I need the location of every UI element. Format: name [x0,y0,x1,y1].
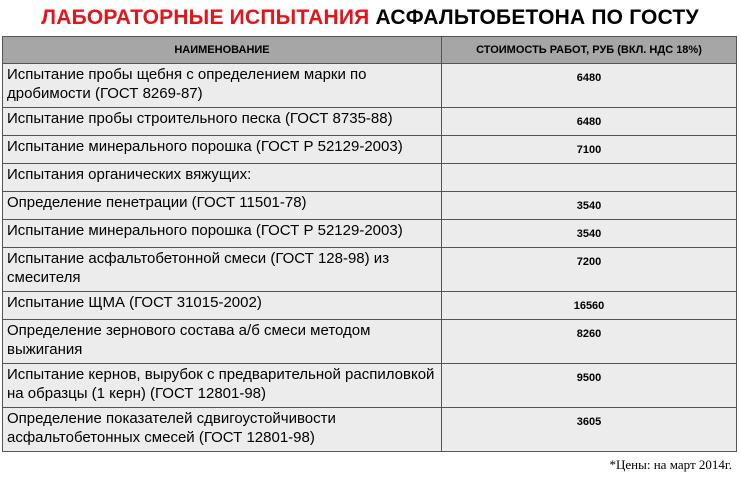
row-price [442,164,737,192]
row-name: Испытание минерального порошка (ГОСТ Р 52129-2003) [3,136,442,164]
table-row [3,108,737,136]
row-price: 6480 [442,64,737,108]
row-price: 16560 [442,292,737,320]
table-row [3,320,737,364]
row-price: 7100 [442,136,737,164]
table-row [3,64,737,108]
row-price: 8260 [442,320,737,364]
table-row [3,220,737,248]
title-black-part: АСФАЛЬТОБЕТОНА ПО ГОСТУ [375,6,699,29]
price-table [2,36,737,452]
row-price: 9500 [442,364,737,408]
table-header-row [3,37,737,64]
row-name: Определение зернового состава а/б смеси методом выжигания [3,320,442,364]
row-price: 3540 [442,192,737,220]
row-name: Испытание минерального порошка (ГОСТ Р 52129-2003) [3,220,442,248]
row-price: 7200 [442,248,737,292]
table-row [3,192,737,220]
row-price: 3605 [442,408,737,452]
table-row [3,292,737,320]
page-title [0,0,740,36]
table-row [3,364,737,408]
row-name: Испытание кернов, вырубок с предварительной распиловкой на образцы (1 керн) (ГОСТ 12801-98) [3,364,442,408]
row-name: Определение пенетрации (ГОСТ 11501-78) [3,192,442,220]
table-row-section [3,164,737,192]
row-price: 3540 [442,220,737,248]
row-name: Испытание пробы строительного песка (ГОСТ 8735-88) [3,108,442,136]
header-price: СТОИМОСТЬ РАБОТ, РУБ (ВКЛ. НДС 18%) [442,37,737,64]
table-row [3,136,737,164]
row-name: Испытания органических вяжущих: [3,164,442,192]
header-name: НАИМЕНОВАНИЕ [3,37,442,64]
row-name: Испытание ЩМА (ГОСТ 31015-2002) [3,292,442,320]
table-row [3,248,737,292]
row-name: Определение показателей сдвигоустойчивости асфальтобетонных смесей (ГОСТ 12801-98) [3,408,442,452]
row-name: Испытание пробы щебня с определением марки по дробимости (ГОСТ 8269-87) [3,64,442,108]
title-red-part: ЛАБОРАТОРНЫЕ ИСПЫТАНИЯ [41,6,370,29]
price-date-note: *Цены: на март 2014г. [609,457,732,472]
row-name: Испытание асфальтобетонной смеси (ГОСТ 128-98) из смесителя [3,248,442,292]
row-price: 6480 [442,108,737,136]
table-row [3,408,737,452]
